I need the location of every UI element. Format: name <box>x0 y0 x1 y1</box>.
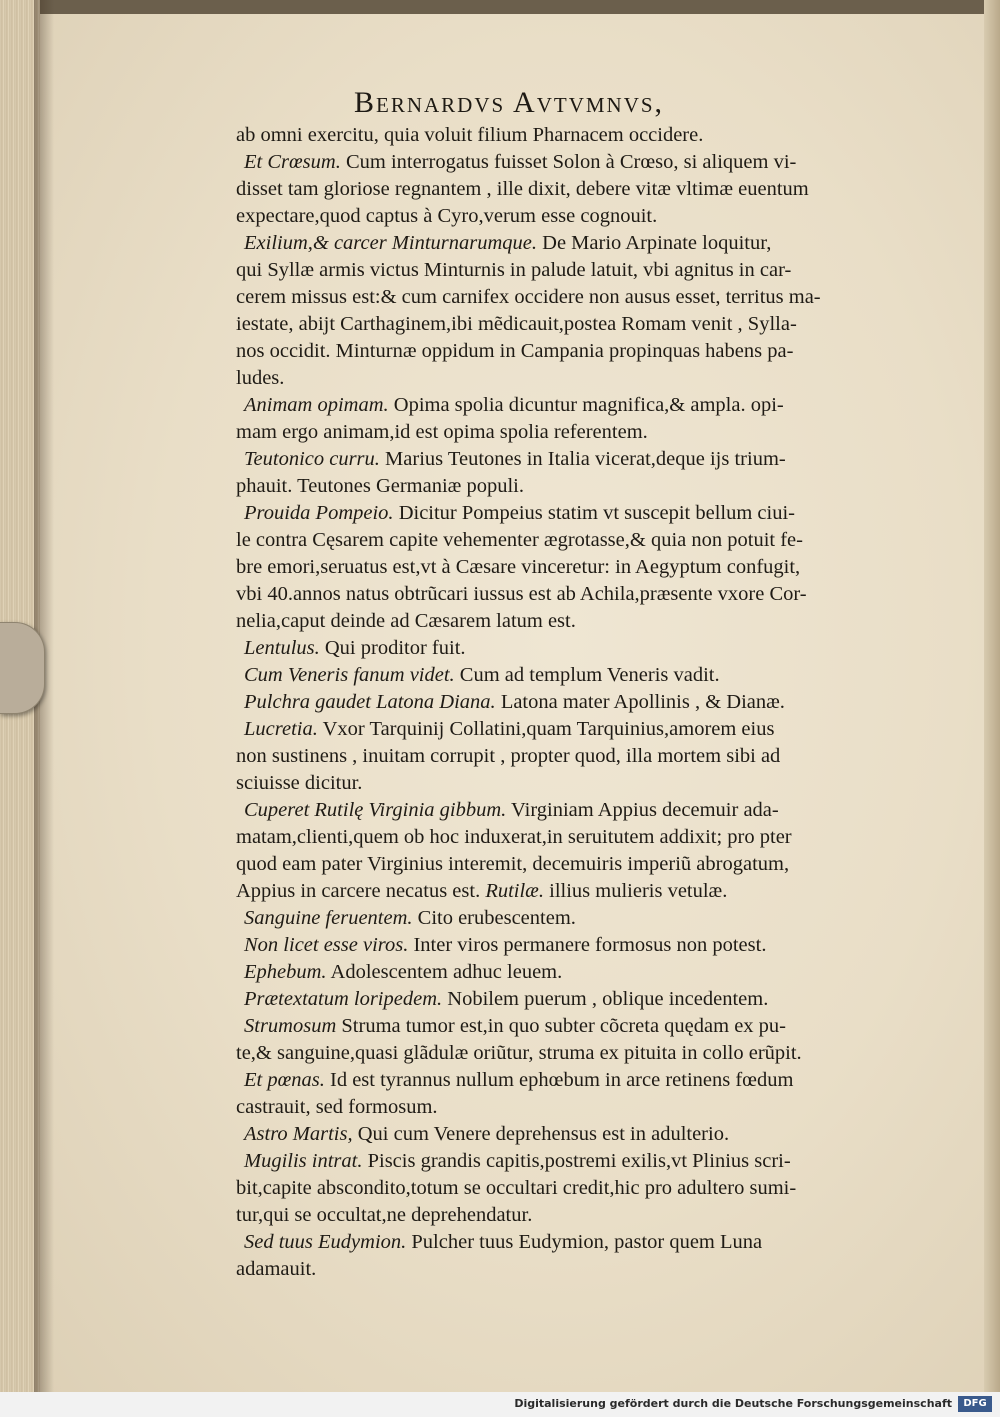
text-line <box>236 1256 906 1283</box>
lemma: Et pœnas. <box>244 1069 325 1091</box>
lemma: Exilium,& carcer Minturnarumque. <box>244 232 538 254</box>
funding-credit: Digitalisierung gefördert durch die Deutsche Forschungsgemeinschaft <box>514 1397 952 1410</box>
text-line <box>236 878 906 905</box>
lemma: Animam opimam. <box>244 394 389 416</box>
text-line <box>236 1175 906 1202</box>
text-line <box>236 581 906 608</box>
gloss: sciuisse dicitur. <box>236 772 363 794</box>
text-line <box>236 905 906 932</box>
right-page-edge <box>984 0 1000 1392</box>
lemma: Non licet esse viros. <box>244 934 409 956</box>
text-line <box>236 770 906 797</box>
text-line <box>236 959 906 986</box>
text-line <box>236 392 906 419</box>
gloss: disset tam gloriose regnantem , ille dixit, debere vitæ vltimæ euentum <box>236 178 809 200</box>
gloss: Dicitur Pompeius statim vt suscepit bellum ciui- <box>393 502 795 524</box>
text-line <box>236 851 906 878</box>
text-line <box>236 419 906 446</box>
lemma: Mugilis intrat. <box>244 1150 363 1172</box>
gloss: De Mario Arpinate loquitur, <box>537 232 772 254</box>
gloss: illius mulieris vetulæ. <box>544 880 728 902</box>
gloss: Inter viros permanere formosus non potest. <box>408 934 767 956</box>
lemma: Sanguine feruentem. <box>244 907 413 929</box>
gloss: bit,capite abscondito,totum se occultari credit,hic pro adultero sumi- <box>236 1177 797 1199</box>
text-line <box>236 122 906 149</box>
gloss: Opima spolia dicuntur magnifica,& ampla. opi- <box>388 394 784 416</box>
gloss: ludes. <box>236 367 285 389</box>
gloss: Struma tumor est,in quo subter cõcreta quędam ex pu- <box>336 1015 787 1037</box>
text-line <box>236 662 906 689</box>
text-line <box>236 932 906 959</box>
gloss: quod eam pater Virginius interemit, decemuiris imperiũ abrogatum, <box>236 853 790 875</box>
text-line <box>236 797 906 824</box>
gloss: Nobilem puerum , oblique incedentem. <box>442 988 769 1010</box>
clasp-strap <box>0 622 45 714</box>
text-line <box>236 230 906 257</box>
lemma: Astro Martis, <box>244 1123 353 1145</box>
lemma: Rutilæ. <box>485 880 544 902</box>
lemma: Prouida Pompeio. <box>244 502 394 524</box>
lemma: Et Crœsum. <box>244 151 341 173</box>
gloss: Adolescentem adhuc leuem. <box>326 961 563 983</box>
text-line <box>236 500 906 527</box>
gloss: adamauit. <box>236 1258 317 1280</box>
text-line <box>236 176 906 203</box>
gloss: Cito erubescentem. <box>412 907 576 929</box>
text-line <box>236 311 906 338</box>
text-line <box>236 743 906 770</box>
lemma: Ephebum. <box>244 961 327 983</box>
lemma: Prætextatum loripedem. <box>244 988 443 1010</box>
text-line <box>236 203 906 230</box>
gloss: Virginiam Appius decemuir ada- <box>506 799 779 821</box>
lemma: Strumosum <box>244 1015 337 1037</box>
gloss: Vxor Tarquinij Collatini,quam Tarquinius,amorem eius <box>317 718 775 740</box>
text-line <box>236 1067 906 1094</box>
text-line <box>236 365 906 392</box>
gloss: non sustinens , inuitam corrupit , propter quod, illa mortem sibi ad <box>236 745 781 767</box>
gloss: expectare,quod captus à Cyro,verum esse cognouit. <box>236 205 658 227</box>
gloss: ab omni exercitu, quia voluit filium Pharnacem occidere. <box>236 124 704 146</box>
gloss: cerem missus est:& cum carnifex occidere non ausus esset, territus ma- <box>236 286 821 308</box>
gloss: Marius Teutones in Italia vicerat,deque ijs trium- <box>379 448 786 470</box>
gloss: Latona mater Apollinis , & Dianæ. <box>495 691 785 713</box>
lemma: Lentulus. <box>244 637 320 659</box>
text-line <box>236 554 906 581</box>
text-line <box>236 527 906 554</box>
text-line <box>236 1013 906 1040</box>
text-line <box>236 1148 906 1175</box>
lemma: Cuperet Rutilę Virginia gibbum. <box>244 799 507 821</box>
text-line <box>236 986 906 1013</box>
gloss: tur,qui se occultat,ne deprehendatur. <box>236 1204 533 1226</box>
text-line <box>236 149 906 176</box>
gloss: Qui cum Venere deprehensus est in adulterio. <box>352 1123 730 1145</box>
gloss: le contra Cęsarem capite vehementer ægrotasse,& quia non potuit fe- <box>236 529 803 551</box>
lemma: Sed tuus Eudymion. <box>244 1231 407 1253</box>
gloss: mam ergo animam,id est opima spolia referentem. <box>236 421 648 443</box>
dfg-logo: DFG <box>958 1396 992 1412</box>
text-line <box>236 257 906 284</box>
text-line <box>236 1094 906 1121</box>
gloss: matam,clienti,quem ob hoc induxerat,in seruitutem addixit; pro pter <box>236 826 792 848</box>
text-line <box>236 635 906 662</box>
text-line <box>236 689 906 716</box>
gloss: vbi 40.annos natus obtrũcari iussus est ab Achila,præsente vxore Cor- <box>236 583 807 605</box>
text-line <box>236 446 906 473</box>
text-line <box>236 473 906 500</box>
gloss: Piscis grandis capitis,postremi exilis,vt Plinius scri- <box>362 1150 791 1172</box>
footer-bar <box>0 1392 1000 1417</box>
lemma: Lucretia. <box>244 718 318 740</box>
text-line <box>236 284 906 311</box>
gloss: Id est tyrannus nullum ephœbum in arce retinens fœdum <box>324 1069 794 1091</box>
gloss: Pulcher tuus Eudymion, pastor quem Luna <box>406 1231 763 1253</box>
gloss: qui Syllæ armis victus Minturnis in palude latuit, vbi agnitus in car- <box>236 259 792 281</box>
text-line <box>236 338 906 365</box>
text-line <box>236 1040 906 1067</box>
gloss: Qui proditor fuit. <box>319 637 466 659</box>
text-line <box>236 608 906 635</box>
gloss: nelia,caput deinde ad Cæsarem latum est. <box>236 610 576 632</box>
gloss: phauit. Teutones Germaniæ populi. <box>236 475 524 497</box>
gloss: nos occidit. Minturnæ oppidum in Campania propinquas habens pa- <box>236 340 794 362</box>
text-line <box>236 824 906 851</box>
text-line <box>236 1121 906 1148</box>
text-line <box>236 1229 906 1256</box>
text-line <box>236 716 906 743</box>
running-head: Bernardvs Avtvmnvs, <box>354 86 665 119</box>
gloss: bre emori,seruatus est,vt à Cæsare vinceretur: in Aegyptum confugit, <box>236 556 801 578</box>
gloss: Cum ad templum Veneris vadit. <box>454 664 720 686</box>
gloss: castrauit, sed formosum. <box>236 1096 438 1118</box>
lemma: Pulchra gaudet Latona Diana. <box>244 691 496 713</box>
gloss: Appius in carcere necatus est. <box>236 880 486 902</box>
lemma: Teutonico curru. <box>244 448 380 470</box>
gloss: iestate, abijt Carthaginem,ibi mẽdicauit,postea Romam venit , Sylla- <box>236 313 797 335</box>
lemma: Cum Veneris fanum videt. <box>244 664 455 686</box>
gloss: te,& sanguine,quasi glãdulæ oriũtur, struma ex pituita in collo erũpit. <box>236 1042 802 1064</box>
commentary-text <box>236 122 906 1283</box>
gloss: Cum interrogatus fuisset Solon à Crœso, si aliquem vi- <box>340 151 797 173</box>
text-line <box>236 1202 906 1229</box>
